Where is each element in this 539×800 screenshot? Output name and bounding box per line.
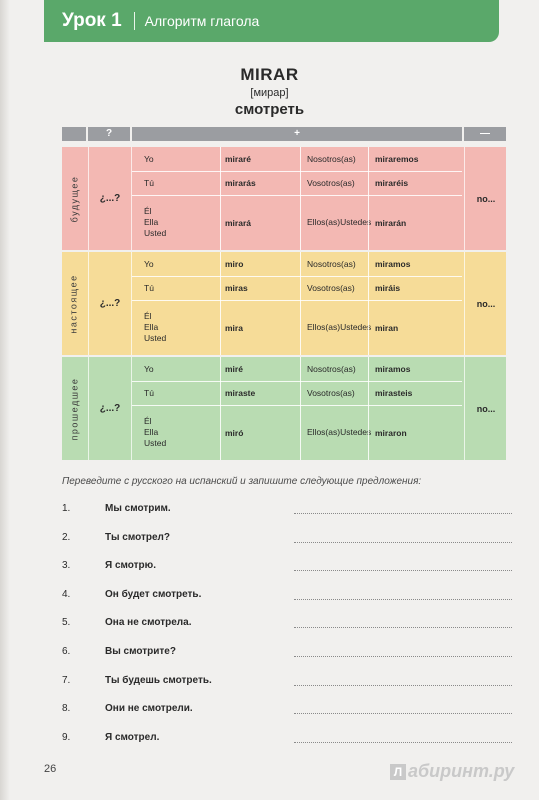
verb-form: miráis (368, 276, 469, 300)
answer-line[interactable] (294, 742, 512, 743)
question-form: ¿...? (88, 147, 132, 250)
pronoun: Nosotros(as) (300, 357, 367, 381)
tense-block-future (62, 147, 506, 250)
exercise-sentence: Они не смотрели. (105, 703, 193, 714)
exercise-number: 9. (62, 732, 71, 743)
lesson-number: Урок 1 (62, 10, 122, 31)
answer-line[interactable] (294, 542, 512, 543)
exercise-item (62, 646, 512, 660)
pronoun-group: Él Ella Usted (144, 206, 167, 238)
pronoun: Vosotros(as) (300, 276, 367, 300)
pronoun: Yo (144, 363, 154, 374)
exercise-sentence: Вы смотрите? (105, 646, 176, 657)
exercise-number: 5. (62, 617, 71, 628)
conjugation-row (132, 252, 462, 277)
lesson-subtitle: Алгоритм глагола (144, 13, 260, 29)
conjugation-row (132, 300, 462, 355)
pronoun-group: Ellos(as)Ustedes (300, 195, 367, 250)
lesson-header (44, 0, 499, 42)
verb-form: mira (220, 300, 305, 355)
exercise-number: 6. (62, 646, 71, 657)
tense-label: прошедшее (69, 377, 79, 440)
pronoun: Yo (144, 153, 154, 164)
exercise-number: 1. (62, 503, 71, 514)
exercise-item (62, 675, 512, 689)
exercise-item (62, 560, 512, 574)
answer-line[interactable] (294, 656, 512, 657)
tense-label: настоящее (69, 273, 80, 334)
verb-form: miraron (368, 405, 469, 460)
verb-transliteration: [мирар] (250, 87, 289, 99)
verb-form: mirasteis (368, 381, 469, 405)
header-divider (134, 12, 135, 30)
verb-form: miraremos (368, 147, 469, 171)
negative-form: no... (464, 252, 507, 355)
verb-form: miramos (368, 357, 469, 381)
conjugation-row (132, 195, 462, 250)
watermark-logo-icon: Л (390, 764, 406, 780)
conjugation-row (132, 147, 462, 172)
exercise-sentence: Я смотрю. (105, 560, 156, 571)
site-watermark (390, 761, 514, 782)
verb-form: miraste (220, 381, 305, 405)
answer-line[interactable] (294, 685, 512, 686)
pronoun-group: Él Ella Usted (144, 311, 167, 343)
page-gutter-shadow (0, 0, 10, 800)
exercise-number: 8. (62, 703, 71, 714)
verb-form: miraréis (368, 171, 469, 195)
pronoun: Tú (144, 387, 154, 398)
conjugation-row (132, 171, 462, 196)
pronoun: Yo (144, 258, 154, 269)
exercise-number: 3. (62, 560, 71, 571)
verb-form: miro (220, 252, 305, 276)
exercise-item (62, 703, 512, 717)
pronoun: Vosotros(as) (300, 171, 367, 195)
conjugation-row (132, 276, 462, 301)
tense-block-past (62, 357, 506, 460)
exercise-sentence: Мы смотрим. (105, 503, 171, 514)
exercise-sentence: Я смотрел. (105, 732, 160, 743)
answer-line[interactable] (294, 513, 512, 514)
exercise-item (62, 532, 512, 546)
tense-label: будущее (69, 175, 80, 222)
negative-form: no... (464, 357, 507, 460)
pronoun: Vosotros(as) (300, 381, 367, 405)
exercise-sentence: Он будет смотреть. (105, 589, 202, 600)
exercise-number: 4. (62, 589, 71, 600)
answer-line[interactable] (294, 713, 512, 714)
column-header-tense (62, 127, 86, 141)
column-header-negative: — (464, 127, 506, 141)
verb-form: miran (368, 300, 469, 355)
exercise-sentence: Ты смотрел? (105, 532, 171, 543)
column-header-question: ? (88, 127, 130, 141)
verb-form: miró (220, 405, 305, 460)
verb-translation: смотреть (234, 101, 305, 118)
verb-form: mirará (220, 195, 305, 250)
answer-line[interactable] (294, 570, 512, 571)
exercise-sentence: Она не смотрела. (105, 617, 192, 628)
exercise-instruction: Переведите с русского на испанский и запишите следующие предложения: (62, 476, 422, 487)
page-number: 26 (44, 763, 57, 775)
conjugation-row (132, 405, 462, 460)
column-header-affirmative: + (132, 127, 462, 141)
conjugation-row (132, 381, 462, 406)
verb-infinitive: MIRAR (240, 65, 299, 84)
question-form: ¿...? (88, 252, 132, 355)
pronoun-group: Él Ella Usted (144, 416, 167, 448)
exercise-number: 7. (62, 675, 71, 686)
question-form: ¿...? (88, 357, 132, 460)
pronoun-group: Ellos(as)Ustedes (300, 405, 367, 460)
verb-form: miré (220, 357, 305, 381)
watermark-text: абиринт.ру (408, 761, 515, 781)
verb-form: miras (220, 276, 305, 300)
negative-form: no... (464, 147, 507, 250)
exercise-item (62, 503, 512, 517)
answer-line[interactable] (294, 599, 512, 600)
tense-block-present (62, 252, 506, 355)
verb-form: mirarás (220, 171, 305, 195)
pronoun: Tú (144, 282, 154, 293)
pronoun-group: Ellos(as)Ustedes (300, 300, 367, 355)
conjugation-row (132, 357, 462, 382)
pronoun: Tú (144, 177, 154, 188)
verb-form: miramos (368, 252, 469, 276)
exercise-item (62, 589, 512, 603)
pronoun: Nosotros(as) (300, 147, 367, 171)
exercise-sentence: Ты будешь смотреть. (105, 675, 212, 686)
exercise-number: 2. (62, 532, 71, 543)
answer-line[interactable] (294, 627, 512, 628)
verb-form: mirarán (368, 195, 469, 250)
exercise-item (62, 732, 512, 746)
pronoun: Nosotros(as) (300, 252, 367, 276)
exercise-item (62, 617, 512, 631)
verb-form: miraré (220, 147, 305, 171)
